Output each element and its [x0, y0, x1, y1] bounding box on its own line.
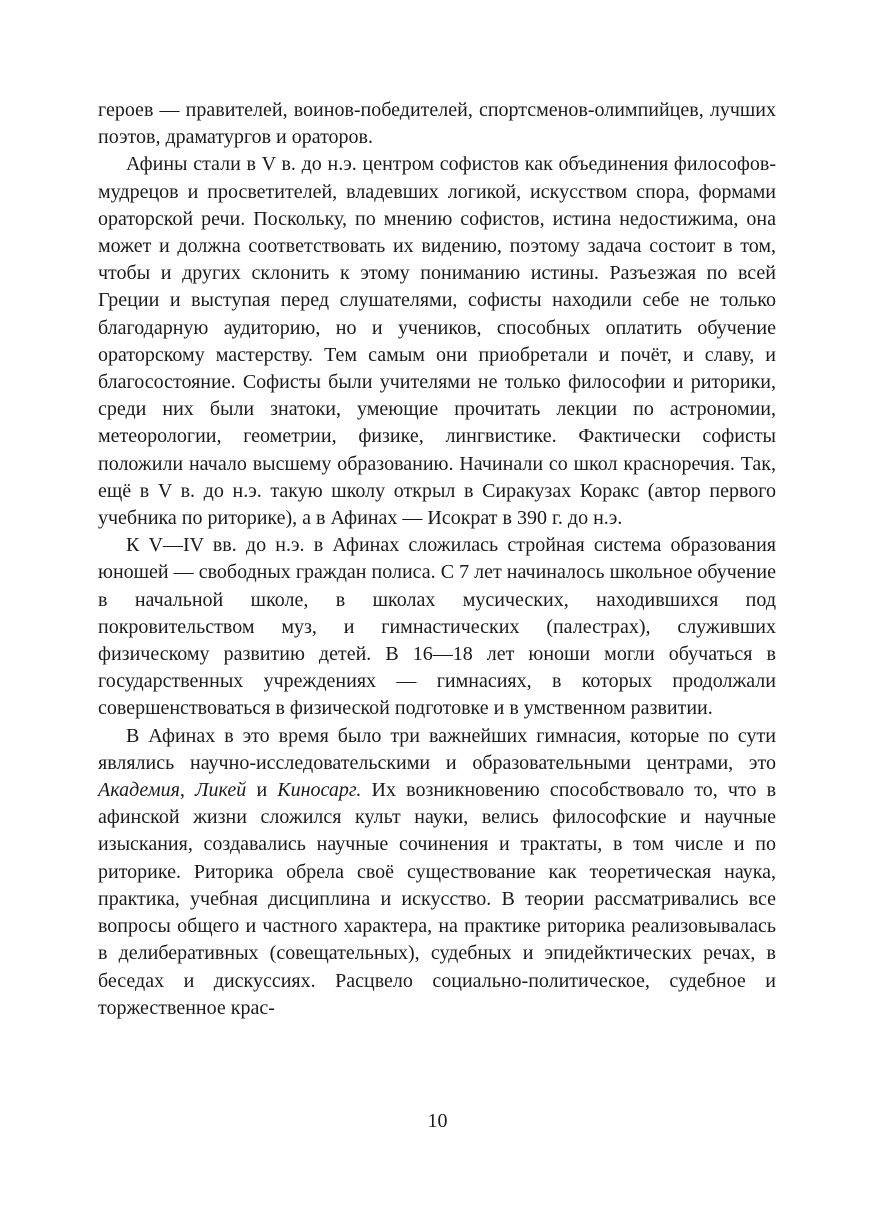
gymnasia-name-kinosarg: Киносарг. — [277, 779, 362, 802]
gymnasia-text-start: В Афинах в это время было три важнейших гимнасия, которые по сути являлись научно-исследовательскими и образовательными центрами, это — [98, 724, 776, 774]
gymnasia-text-end: Их возникновению способствовало то, что в афинской жизни сложился культ науки, велись философские и научные изыскания, создавались научные сочинения и трактаты, в том числе и по риторике. Риторика обрела своё существование как теоретическая наука, практика, учебная дисциплина и искусство. В теории рассматривались все вопросы общего и частного характера, на практике риторика реализовывалась в делиберативных (совещательных), судебных и эпидейктических речах, в беседах и дискуссиях. Расцвело социально-политическое, судебное и торжественное крас- — [98, 779, 777, 1019]
paragraph-education-system: К V—IV вв. до н.э. в Афинах сложилась стройная система образования юношей — свободных граждан полиса. С 7 лет начиналось школьное обучение в начальной школе, в школах мусических, находившихся под покровительством муз, и гимнастических (палестрах), служивших физическому развитию детей. В 16—18 лет юноши могли обучаться в государственных учреждениях — гимнасиях, в которых продолжали совершенствоваться в физической подготовке и в умственном развитии. — [98, 534, 776, 720]
page-number: 10 — [427, 1110, 448, 1132]
gymnasia-conjunction: и — [246, 779, 278, 802]
body-text — [98, 97, 776, 1022]
paragraph-gymnasia — [98, 723, 776, 1022]
paragraph-continuation: героев — правителей, воинов-победителей, спортсменов-олимпийцев, лучших поэтов, драматургов и ораторов. — [98, 99, 776, 149]
paragraph-sophists: Афины стали в V в. до н.э. центром софистов как объединения философов-мудрецов и просветителей, владевших логикой, искусством спора, формами ораторской речи. Поскольку, по мнению софистов, истина недостижима, она может и должна соответствовать их видению, поэтому задача состоит в том, чтобы и других склонить к этому пониманию истины. Разъезжая по всей Греции и выступая перед слушателями, софисты находили себе не только благодарную аудиторию, но и учеников, способных оплатить обучение ораторскому мастерству. Тем самым они приобретали и почёт, и славу, и благосостояние. Софисты были учителями не только философии и риторики, среди них были знатоки, умеющие прочитать лекции по астрономии, метеорологии, геометрии, физике, лингвистике. Фактически софисты положили начало высшему образованию. Начинали со школ красноречия. Так, ещё в V в. до н.э. такую школу открыл в Сиракузах Коракс (автор первого учебника по риторике), а в Афинах — Исократ в 390 г. до н.э. — [98, 153, 776, 530]
gymnasia-names-italic: Академия, Ликей — [98, 779, 247, 802]
